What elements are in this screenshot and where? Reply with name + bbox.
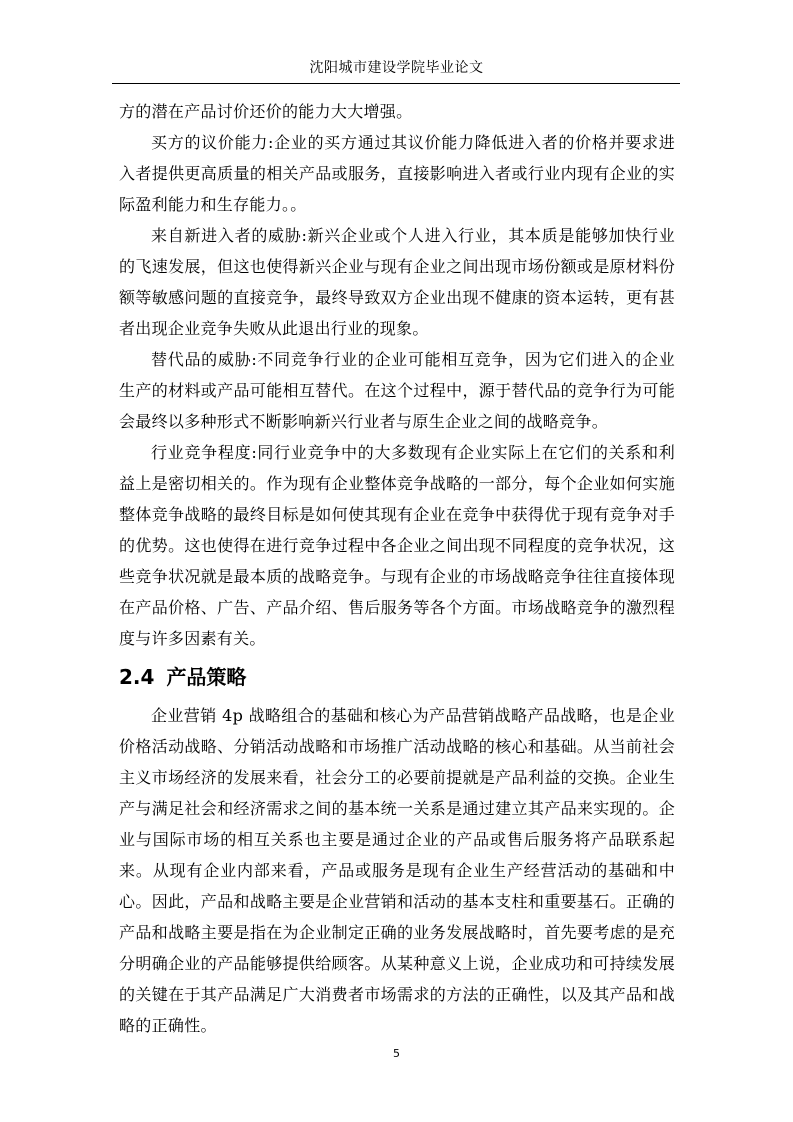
document-body xyxy=(119,96,675,1041)
header-divider xyxy=(112,83,680,84)
paragraph-industry-rivalry: 行业竞争程度:同行业竞争中的大多数现有企业实际上在它们的关系和利益上是密切相关的。作为现有企业整体竞争战略的一部分，每个企业如何实施整体竞争战略的最终目标是如何使其现有企业在竞争中获得优于现有竞争对手的优势。这也使得在进行竞争过程中各企业之间出现不同程度的竞争状况，这些竞争状况就是最本质的战略竞争。与现有企业的市场战略竞争往往直接体现在产品价格、广告、产品介绍、售后服务等各个方面。市场战略竞争的激烈程度与许多因素有关。 xyxy=(119,443,675,648)
paragraph-new-entrants: 来自新进入者的威胁:新兴企业或个人进入行业，其本质是能够加快行业的飞速发展，但这也使得新兴企业与现有企业之间出现市场份额或是原材料份额等敏感问题的直接竞争，最终导致双方企业出现不健康的资本运转，更有甚者出现企业竞争失败从此退出行业的现象。 xyxy=(119,226,675,338)
paragraph-buyer-bargaining: 买方的议价能力:企业的买方通过其议价能力降低进入者的价格并要求进入者提供更高质量的相关产品或服务，直接影响进入者或行业内现有企业的实际盈利能力和生存能力。。 xyxy=(119,133,675,214)
paragraph-product-strategy: 企业营销 4p 战略组合的基础和核心为产品营销战略产品战略，也是企业价格活动战略、分销活动战略和市场推广活动战略的核心和基础。从当前社会主义市场经济的发展来看，社会分工的必要前提就是产品利益的交换。企业生产与满足社会和经济需求之间的基本统一关系是通过建立其产品来实现的。企业与国际市场的相互关系也主要是通过企业的产品或售后服务将产品联系起来。从现有企业内部来看，产品或服务是现有企业生产经营活动的基础和中心。因此，产品和战略主要是企业营销和活动的基本支柱和重要基石。正确的产品和战略主要是指在为企业制定正确的业务发展战略时，首先要考虑的是充分明确企业的产品能够提供给顾客。从某种意义上说，企业成功和可持续发展的关键在于其产品满足广大消费者市场需求的方法的正确性，以及其产品和战略的正确性。 xyxy=(119,706,675,1035)
paragraph-substitutes: 替代品的威胁:不同竞争行业的企业可能相互竞争，因为它们进入的企业生产的材料或产品可能相互替代。在这个过程中，源于替代品的竞争行为可能会最终以多种形式不断影响新兴行业者与原生企业之间的战略竞争。 xyxy=(119,350,675,431)
paragraph-continuation: 方的潜在产品讨价还价的能力大大增强。 xyxy=(119,102,413,121)
page-number: 5 xyxy=(393,1047,400,1060)
running-header: 沈阳城市建设学院毕业论文 xyxy=(309,60,484,76)
section-heading xyxy=(119,660,675,694)
section-title: 产品策略 xyxy=(166,665,247,689)
section-number: 2.4 xyxy=(119,665,155,689)
